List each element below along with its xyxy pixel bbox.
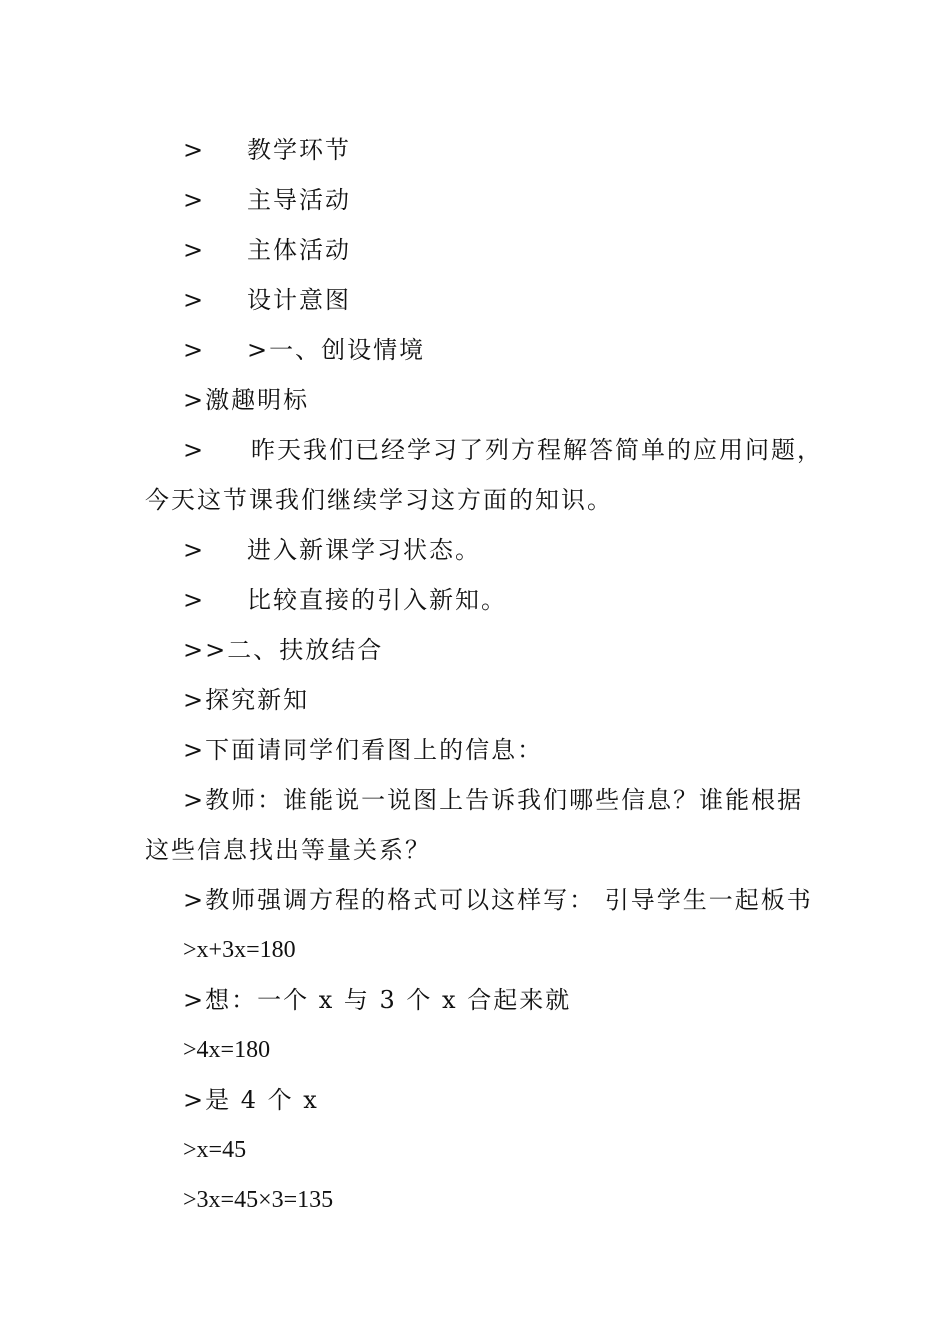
equation-line <box>145 930 863 970</box>
bullet-marker: > <box>183 236 206 264</box>
line-text: >教师强调方程的格式可以这样写： 引导学生一起板书 <box>183 886 813 914</box>
line-text: 主体活动 <box>247 236 351 264</box>
line-text: >4x=180 <box>183 1037 271 1063</box>
line-text: >>二、扶放结合 <box>183 636 384 664</box>
paragraph-teacher-question-second-line <box>145 830 825 870</box>
section-subheading-two <box>145 680 863 720</box>
line-text: >探究新知 <box>183 686 310 714</box>
line-text: >下面请同学们看图上的信息： <box>183 736 544 764</box>
text-line-is-four-x <box>145 1080 863 1120</box>
paragraph-teacher-question-first-line <box>145 780 863 820</box>
text-line-main-activity <box>145 230 863 270</box>
line-text: 比较直接的引入新知。 <box>247 586 507 614</box>
line-text: >教师：谁能说一说图上告诉我们哪些信息？谁能根据 <box>183 786 804 814</box>
section-subheading-one <box>145 380 863 420</box>
line-text: >想：一个 x 与 3 个 x 合起来就 <box>183 986 572 1014</box>
text-line-design-intent <box>145 280 863 320</box>
bullet-marker: > <box>183 286 206 314</box>
line-text: 教学环节 <box>247 136 351 164</box>
line-text: 今天这节课我们继续学习这方面的知识。 <box>145 486 613 514</box>
line-text: >激趣明标 <box>183 386 310 414</box>
text-line-teaching-step <box>145 130 863 170</box>
section-heading-two <box>145 630 863 670</box>
paragraph-intro-second-line <box>145 480 825 520</box>
bullet-marker: > <box>183 436 206 464</box>
line-text: 昨天我们已经学习了列方程解答简单的应用问题， <box>251 436 823 464</box>
line-text: >x+3x=180 <box>183 937 296 963</box>
text-line-think <box>145 980 863 1020</box>
text-line-direct-intro <box>145 580 863 620</box>
line-text: >3x=45×3=135 <box>183 1187 334 1213</box>
text-line-look-at-picture <box>145 730 863 770</box>
line-text: >x=45 <box>183 1137 247 1163</box>
bullet-marker: > <box>183 586 206 614</box>
equation-line <box>145 1180 863 1220</box>
bullet-marker: > <box>183 136 206 164</box>
text-line-equation-format <box>145 880 863 920</box>
bullet-marker: > <box>183 186 206 214</box>
text-line-enter-state <box>145 530 863 570</box>
bullet-marker: > <box>183 336 206 364</box>
equation-line <box>145 1030 863 1070</box>
line-text: 进入新课学习状态。 <box>247 536 481 564</box>
line-text: 这些信息找出等量关系？ <box>145 836 431 864</box>
equation-line <box>145 1130 863 1170</box>
paragraph-intro-first-line <box>145 430 863 470</box>
bullet-marker: > <box>183 536 206 564</box>
line-text: >一、创设情境 <box>247 336 426 364</box>
text-line-leading-activity <box>145 180 863 220</box>
line-text: 设计意图 <box>247 286 351 314</box>
section-heading-one <box>145 330 863 370</box>
line-text: 主导活动 <box>247 186 351 214</box>
line-text: >是 4 个 x <box>183 1086 319 1114</box>
